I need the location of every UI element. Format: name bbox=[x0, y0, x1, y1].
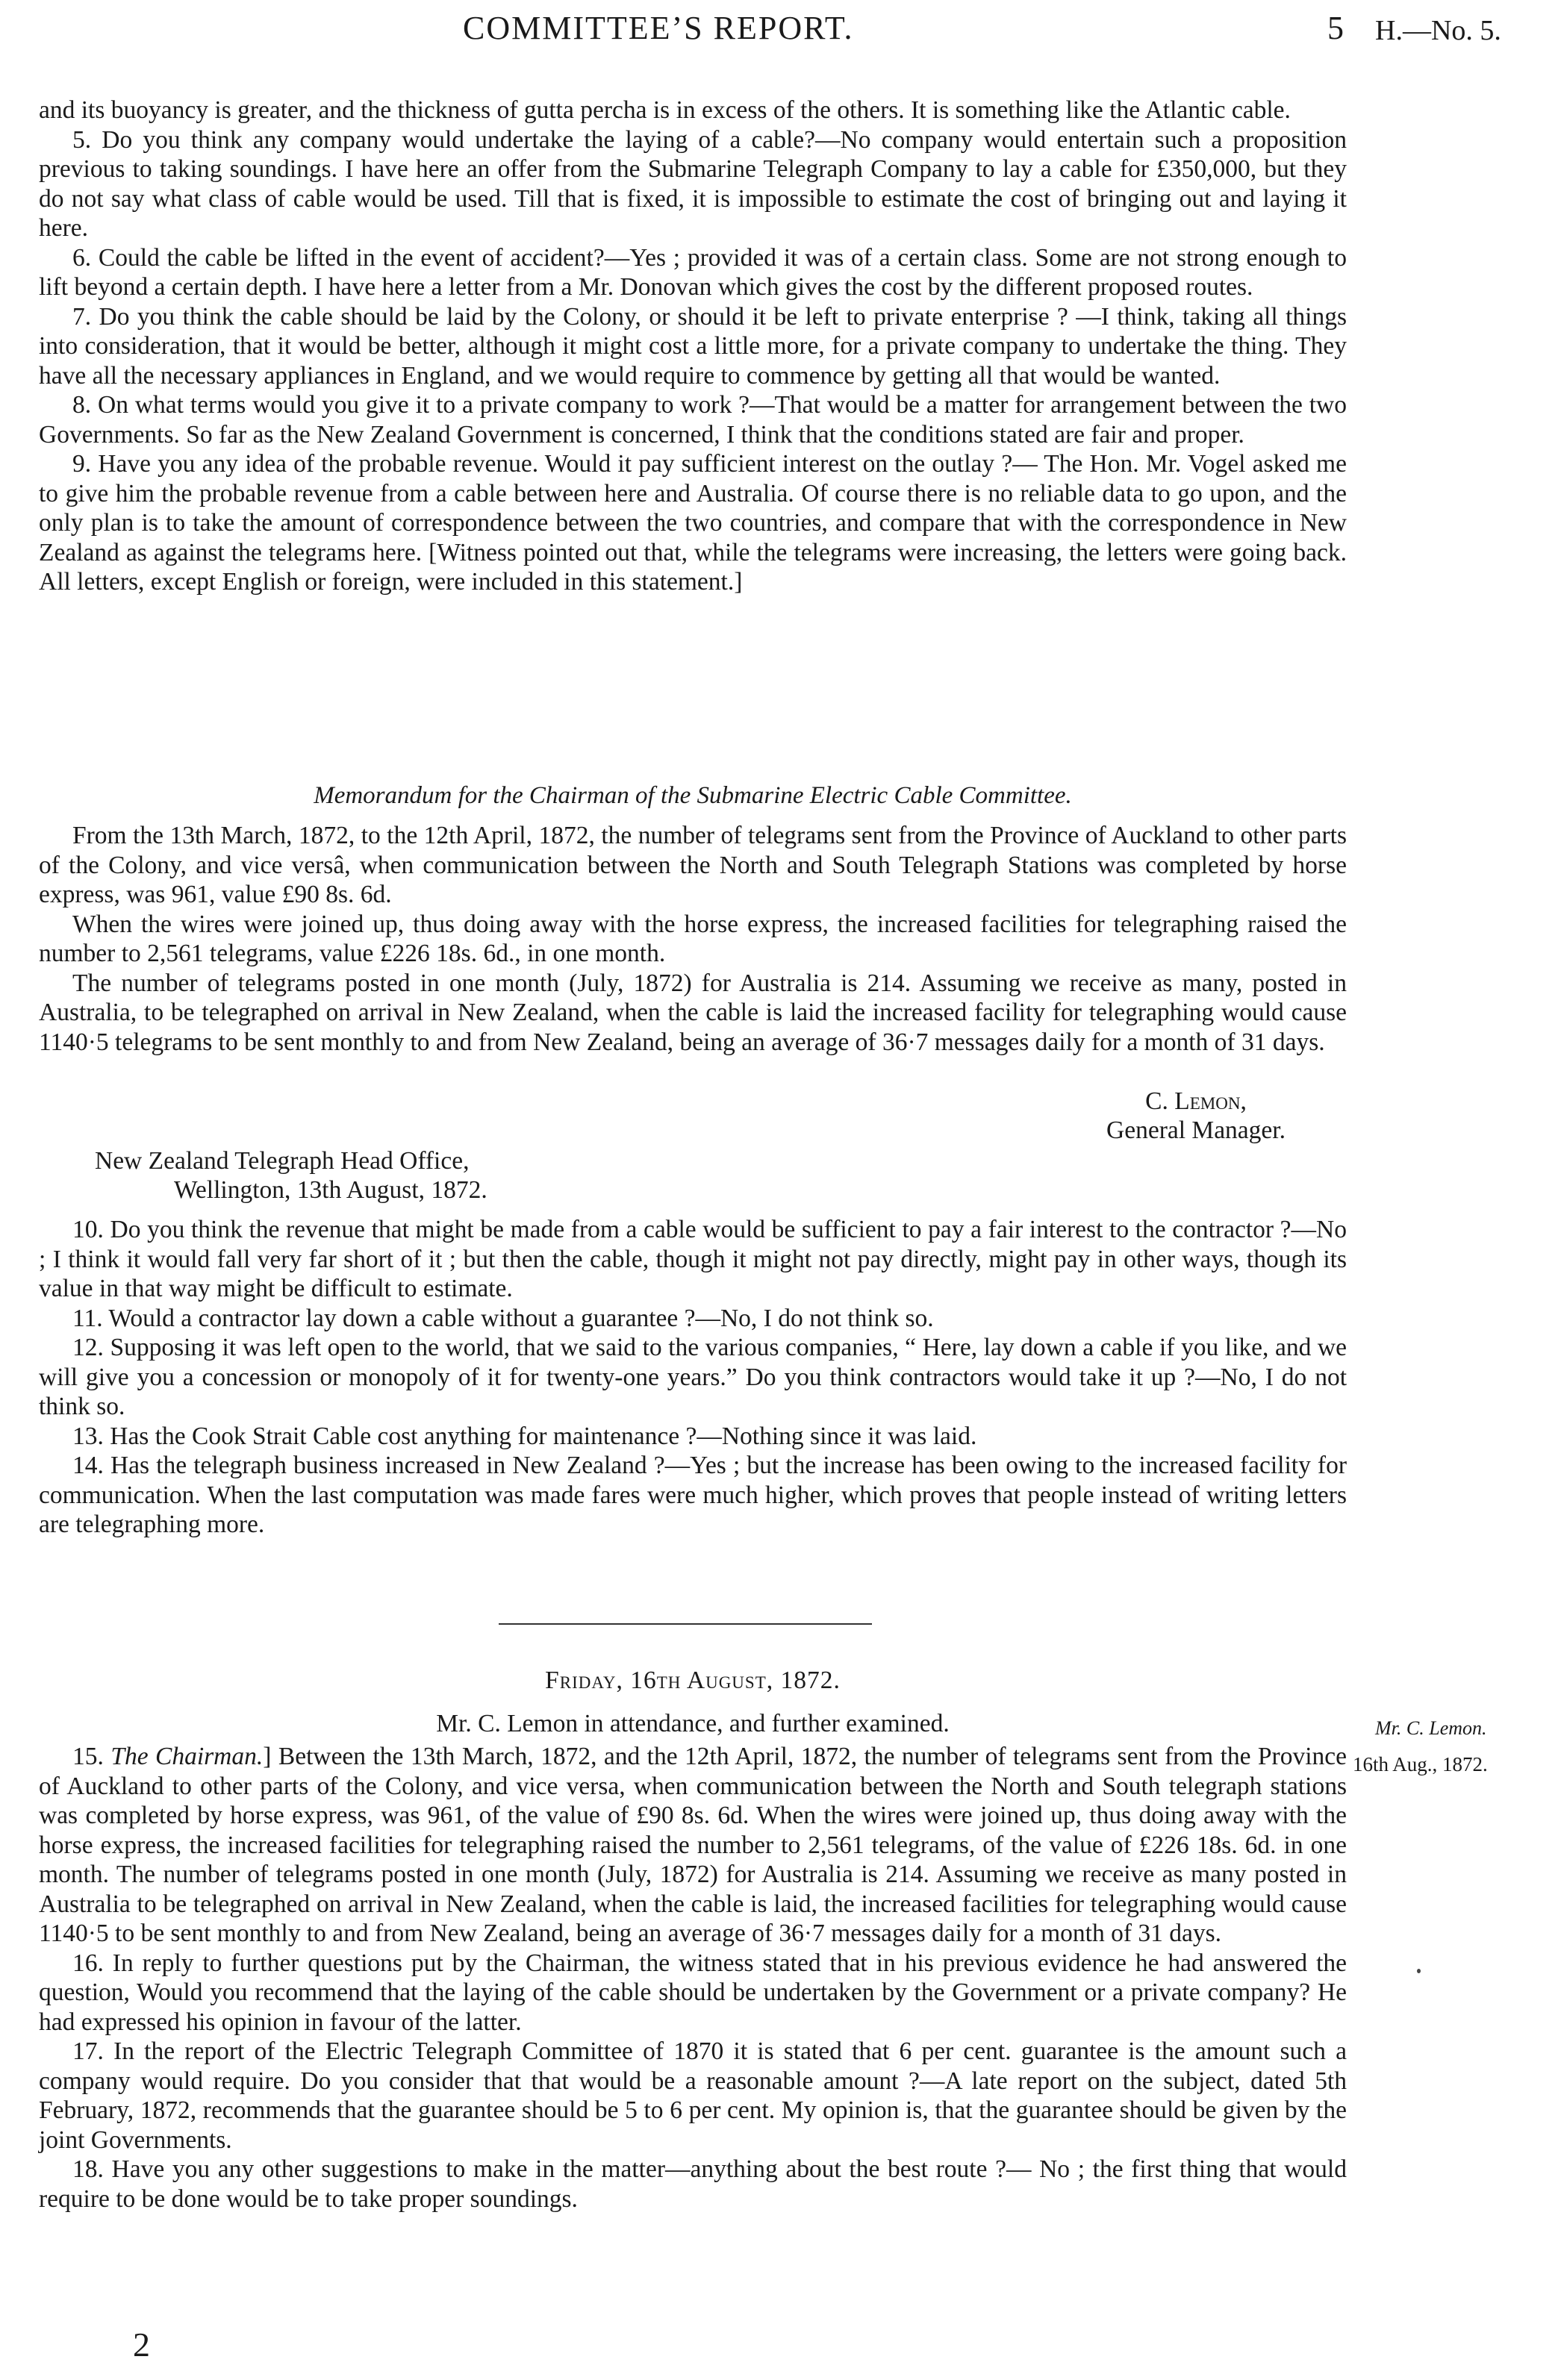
memorandum-title: Memorandum for the Chairman of the Submarine Electric Cable Committee. bbox=[314, 782, 1072, 809]
memo-address bbox=[95, 1146, 487, 1205]
question-18: 18. Have you any other suggestions to make in the matter—anything about the best route ?— No ; the first thing that would require to be done would be to take proper soundings. bbox=[39, 2155, 1347, 2213]
speaker-name: The Chairman. bbox=[110, 1743, 264, 1770]
address-line: Wellington, 13th August, 1872. bbox=[174, 1176, 487, 1204]
memo-paragraph: When the wires were joined up, thus doing away with the horse express, the increased facilities for telegraphing raised the number to 2,561 telegrams, value £226 18s. 6d., in one month. bbox=[39, 910, 1347, 967]
page-number: 5 bbox=[1327, 10, 1344, 46]
section-divider bbox=[499, 1623, 872, 1625]
signatory-name: C. Lemon, bbox=[1145, 1087, 1247, 1115]
margin-witness-name: Mr. C. Lemon. bbox=[1375, 1717, 1487, 1739]
margin-date: 16th Aug., 1872. bbox=[1353, 1753, 1488, 1775]
question-10: 10. Do you think the revenue that might be made from a cable would be sufficient to pay a fair interest to the contractor ?—No ; I think it would fall very far short of it ; but then the cable, though it might not pay directly, might pay in other ways, though its value in that way might be difficult to estimate. bbox=[39, 1216, 1347, 1302]
report-title: COMMITTEE’S REPORT. bbox=[463, 10, 854, 46]
question-number: 15. bbox=[72, 1743, 111, 1770]
question-text: ] Between the 13th March, 1872, and the 12th April, 1872, the number of telegrams sent from the Province of Auckland to other parts of the Colony, and vice versa, when communication between the North and South telegraph stations was completed by horse express, was 961, of the value of £90 8s. 6d. When the wires were joined up, thus doing away with the horse express, the increased facilities for telegraphing raised the number to 2,561 telegrams, of the value of £226 18s. 6d. in one month. The number of telegrams posted in one month (July, 1872) for Australia is 214. Assuming we receive as many posted in Australia to be telegraphed on arrival in New Zealand, when the cable is laid, the increased facilities for telegraphing would cause 1140·5 to be sent monthly to and from New Zealand, being an average of 36·7 messages daily for a month of 31 days. bbox=[39, 1743, 1347, 1947]
paper-reference: H.—No. 5. bbox=[1375, 15, 1501, 46]
attendance-line: Mr. C. Lemon in attendance, and further examined. bbox=[436, 1710, 950, 1737]
question-17: 17. In the report of the Electric Telegraph Committee of 1870 it is stated that 6 per cent. guarantee is the amount such a company would require. Do you consider that that would be a reasonable amount ?—A late report on the subject, dated 5th February, 1872, recommends that the guarantee should be 5 to 6 per cent. My opinion is, that the guarantee should be given by the joint Governments. bbox=[39, 2037, 1347, 2154]
paragraph-continuation: and its buoyancy is greater, and the thickness of gutta percha is in excess of the others. It is something like the Atlantic cable. bbox=[39, 96, 1291, 124]
question-16: 16. In reply to further questions put by the Chairman, the witness stated that in his previous evidence he had answered the question, Would you recommend that the laying of the cable should be undertaken by the Government or a private company? He had expressed his opinion in favour of the latter. bbox=[39, 1949, 1347, 2036]
question-7: 7. Do you think the cable should be laid by the Colony, or should it be left to private enterprise ? —I think, taking all things into consideration, that it would be better, although it might cost a little more, for a private company to undertake the thing. They have all the necessary appliances in England, and we would require to commence by getting all that would be wanted. bbox=[39, 302, 1347, 390]
question-8: 8. On what terms would you give it to a private company to work ?—That would be a matter for arrangement between the two Governments. So far as the New Zealand Government is concerned, I think that the conditions stated are fair and proper. bbox=[39, 391, 1347, 449]
question-6: 6. Could the cable be lifted in the event of accident?—Yes ; provided it was of a certain class. Some are not strong enough to lift beyond a certain depth. I have here a letter from a Mr. Donovan which gives the cost by the different proposed routes. bbox=[39, 243, 1347, 301]
evidence-block-2 bbox=[39, 1215, 1347, 1540]
evidence-block-1 bbox=[39, 96, 1347, 597]
question-13: 13. Has the Cook Strait Cable cost anything for maintenance ?—Nothing since it was laid. bbox=[72, 1422, 977, 1450]
address-line: New Zealand Telegraph Head Office, bbox=[95, 1147, 470, 1175]
question-14: 14. Has the telegraph business increased in New Zealand ?—Yes ; but the increase has been owing to the increased facility for communication. When the last computation was made fares were much higher, which proves that people instead of writing letters are telegraphing more. bbox=[39, 1452, 1347, 1538]
evidence-block-3 bbox=[39, 1742, 1347, 2214]
printer-signature-mark: 2 bbox=[133, 2326, 150, 2364]
memo-signature bbox=[1054, 1087, 1338, 1145]
question-12: 12. Supposing it was left open to the world, that we said to the various companies, “ Here, lay down a cable if you like, and we will give you a concession or monopoly of it for twenty-one years.” Do you think contractors would take it up ?—No, I do not think so. bbox=[39, 1334, 1347, 1420]
question-9: 9. Have you any idea of the probable revenue. Would it pay sufficient interest on the outlay ?— The Hon. Mr. Vogel asked me to give him the probable revenue from a cable between here and Australia. Of course there is no reliable data to go upon, and the only plan is to take the amount of correspondence between the two countries, and compare that with the correspondence in New Zealand as against the telegrams here. [Witness pointed out that, while the telegrams were increasing, the letters were going back. All letters, except English or foreign, were included in this statement.] bbox=[39, 450, 1347, 596]
question-5: 5. Do you think any company would undertake the laying of a cable?—No company would entertain such a proposition previous to taking soundings. I have here an offer from the Submarine Telegraph Company to lay a cable for £350,000, but they do not say what class of cable would be used. Till that is fixed, it is impossible to estimate the cost of bringing out and laying it here. bbox=[39, 125, 1347, 242]
sitting-date-heading: Friday, 16th August, 1872. bbox=[545, 1667, 841, 1694]
signatory-title: General Manager. bbox=[1106, 1116, 1286, 1144]
memo-paragraph: The number of telegrams posted in one month (July, 1872) for Australia is 214. Assuming we receive as many, posted in Australia, to be telegraphed on arrival in New Zealand, when the cable is laid the increased facility for telegraphing would cause 1140·5 telegrams to be sent monthly to and from New Zealand, being an average of 36·7 messages daily for a month of 31 days. bbox=[39, 969, 1347, 1056]
question-15 bbox=[39, 1742, 1347, 1949]
memo-paragraph: From the 13th March, 1872, to the 12th April, 1872, the number of telegrams sent from the Province of Auckland to other parts of the Colony, and vice versâ, when communication between the North and South Telegraph Stations was completed by horse express, was 961, value £90 8s. 6d. bbox=[39, 822, 1347, 908]
ink-speck bbox=[1417, 1969, 1421, 1973]
question-11: 11. Would a contractor lay down a cable without a guarantee ?—No, I do not think so. bbox=[72, 1304, 934, 1332]
running-header bbox=[0, 10, 1561, 58]
memorandum-body bbox=[39, 821, 1347, 1057]
